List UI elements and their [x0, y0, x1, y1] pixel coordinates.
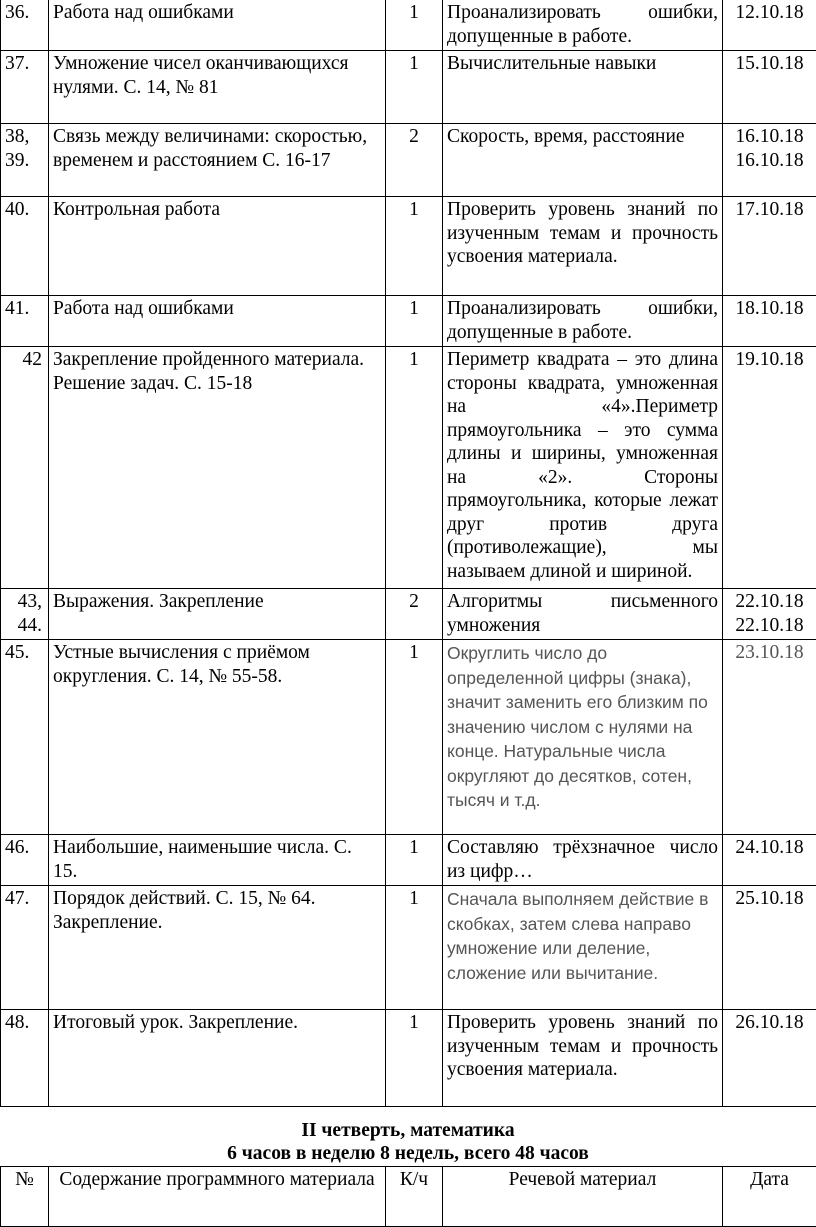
row-date	[723, 197, 816, 296]
row-topic: Порядок действий. С. 15, № 64. Закрепление.	[49, 886, 386, 1010]
row-number: 43, 44.	[1, 589, 49, 640]
date-value: 18.10.18	[727, 297, 812, 321]
row-hours: 1	[386, 835, 443, 886]
date-value: 24.10.18	[727, 836, 812, 860]
table-row	[1, 886, 816, 1010]
row-speech: Проанализировать ошибки, допущенные в работе.	[443, 0, 723, 51]
date-value: 26.10.18	[727, 1011, 812, 1035]
row-number: 45.	[1, 640, 49, 835]
row-topic: Итоговый урок. Закрепление.	[49, 1010, 386, 1107]
row-date	[723, 51, 816, 124]
date-value: 15.10.18	[727, 52, 812, 76]
row-date	[723, 296, 816, 347]
row-number: 48.	[1, 1010, 49, 1107]
row-speech: Вычислительные навыки	[443, 51, 723, 124]
table-row	[1, 1010, 816, 1107]
row-number: 47.	[1, 886, 49, 1010]
table-row	[1, 835, 816, 886]
row-speech: Проверить уровень знаний по изученным темам и прочность усвоения материала.	[443, 1010, 723, 1107]
row-date	[723, 835, 816, 886]
row-speech: Периметр квадрата – это длина стороны квадрата, умноженная на «4».Периметр прямоугольника – это сумма длины и ширины, умноженная на «2». Стороны прямоугольника, которые лежат друг против друга (противолежащие), мы называем длиной и шириной.	[443, 347, 723, 589]
date-value: 25.10.18	[727, 887, 812, 911]
table-row	[1, 347, 816, 589]
row-speech: Округлить число до определенной цифры (знака), значит заменить его близким по значению числом с нулями на конце. Натуральные числа округляют до десятков, сотен, тысяч и т.д.	[443, 640, 723, 835]
row-hours: 1	[386, 51, 443, 124]
row-speech: Проанализировать ошибки, допущенные в работе.	[443, 296, 723, 347]
row-number: 36.	[1, 0, 49, 51]
date-value: 16.10.18	[727, 149, 812, 173]
row-number: 41.	[1, 296, 49, 347]
row-speech: Алгоритмы письменного умножения	[443, 589, 723, 640]
table-row	[1, 589, 816, 640]
section-title: II четверть, математика	[0, 1119, 816, 1143]
row-topic: Работа над ошибками	[49, 296, 386, 347]
table-row	[1, 296, 816, 347]
table-row	[1, 197, 816, 296]
date-value: 22.10.18	[727, 590, 812, 614]
row-date	[723, 589, 816, 640]
row-hours: 2	[386, 589, 443, 640]
row-number: 46.	[1, 835, 49, 886]
row-number: 40.	[1, 197, 49, 296]
date-value: 16.10.18	[727, 125, 812, 149]
row-topic: Работа над ошибками	[49, 0, 386, 51]
date-value: 17.10.18	[727, 198, 812, 222]
header-hours: К/ч	[386, 1167, 443, 1227]
row-hours: 1	[386, 197, 443, 296]
row-speech: Проверить уровень знаний по изученным темам и прочность усвоения материала.	[443, 197, 723, 296]
header-number: №	[1, 1167, 49, 1227]
row-number: 38, 39.	[1, 124, 49, 197]
table-row	[1, 0, 816, 51]
row-hours: 1	[386, 640, 443, 835]
table-row	[1, 124, 816, 197]
row-hours: 1	[386, 886, 443, 1010]
row-hours: 2	[386, 124, 443, 197]
row-hours: 1	[386, 347, 443, 589]
row-topic: Выражения. Закрепление	[49, 589, 386, 640]
row-date	[723, 640, 816, 835]
row-topic: Контрольная работа	[49, 197, 386, 296]
row-date	[723, 0, 816, 51]
header-speech: Речевой материал	[443, 1167, 723, 1227]
row-topic: Устные вычисления с приёмом округления. С. 14, № 55-58.	[49, 640, 386, 835]
row-number: 42	[1, 347, 49, 589]
row-topic: Связь между величинами: скоростью, временем и расстоянием С. 16-17	[49, 124, 386, 197]
row-date	[723, 1010, 816, 1107]
row-hours: 1	[386, 1010, 443, 1107]
row-speech: Скорость, время, расстояние	[443, 124, 723, 197]
row-date	[723, 347, 816, 589]
date-value: 23.10.18	[727, 641, 812, 665]
row-number: 37.	[1, 51, 49, 124]
row-speech: Сначала выполняем действие в скобках, затем слева направо умножение или деление, сложение или вычитание.	[443, 886, 723, 1010]
table-row	[1, 51, 816, 124]
row-topic: Умножение чисел оканчивающихся нулями. С. 14, № 81	[49, 51, 386, 124]
row-hours: 1	[386, 0, 443, 51]
row-topic: Закрепление пройденного материала. Решение задач. С. 15-18	[49, 347, 386, 589]
row-date	[723, 124, 816, 197]
row-hours: 1	[386, 296, 443, 347]
header-content: Содержание программного материала	[49, 1167, 386, 1227]
table-row	[1, 640, 816, 835]
date-value: 22.10.18	[727, 614, 812, 638]
date-value: 19.10.18	[727, 348, 812, 372]
section-subtitle: 6 часов в неделю 8 недель, всего 48 часов	[0, 1142, 816, 1166]
date-value: 12.10.18	[727, 1, 812, 25]
row-topic: Наибольшие, наименьшие числа. С. 15.	[49, 835, 386, 886]
header-date: Дата	[723, 1167, 816, 1227]
row-date	[723, 886, 816, 1010]
row-speech: Составляю трёхзначное число из цифр…	[443, 835, 723, 886]
